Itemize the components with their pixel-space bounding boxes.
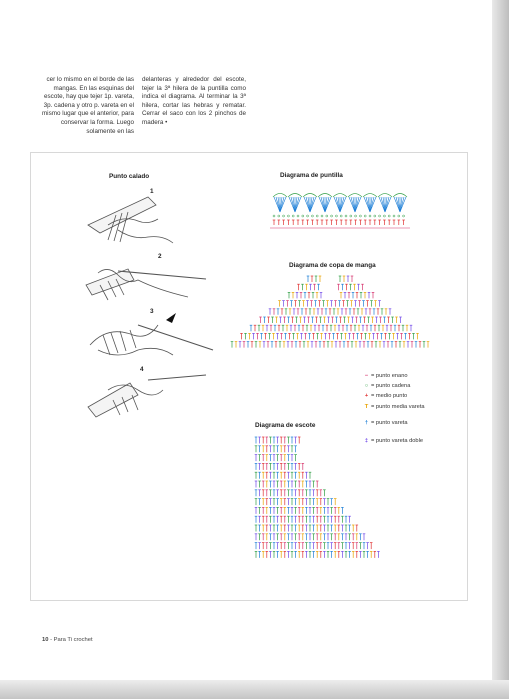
page-footer <box>42 637 93 643</box>
stitch-mark <box>393 194 407 198</box>
stitch-mark <box>311 215 313 217</box>
stitch-mark <box>348 194 362 198</box>
stitch-mark <box>321 215 323 217</box>
legend-symbol-icon: ○ <box>364 383 369 389</box>
legend-label: = punto vareta doble <box>371 438 424 444</box>
stitch-mark <box>318 194 332 198</box>
legend-symbol-icon: T <box>364 404 369 410</box>
stitch-mark <box>363 194 377 198</box>
stitch-mark <box>292 215 294 217</box>
legend-label: = punto vareta <box>371 420 408 426</box>
legend-symbol-icon: + <box>364 393 369 399</box>
stitch-mark <box>278 215 280 217</box>
stitch-mark <box>303 194 317 198</box>
stitch-mark <box>302 215 304 217</box>
heading-diagrama-copa: Diagrama de copa de manga <box>289 262 376 269</box>
legend-label: = punto enano <box>371 373 408 379</box>
heading-diagrama-puntilla: Diagrama de puntilla <box>280 172 343 179</box>
step-label-3: 3 <box>150 308 154 315</box>
stitch-mark <box>333 194 347 198</box>
stitch-mark <box>316 215 318 217</box>
stitch-mark <box>307 215 309 217</box>
diagrama-copa-chart <box>243 272 418 350</box>
heading-diagrama-escote: Diagrama de escote <box>255 422 316 429</box>
stitch-mark <box>287 215 289 217</box>
legend-row <box>362 383 410 389</box>
step-label-4: 4 <box>140 366 144 373</box>
stitch-mark <box>403 215 405 217</box>
legend-label: = medio punto <box>371 393 408 399</box>
stitch-mark <box>326 215 328 217</box>
stitch-mark <box>398 215 400 217</box>
stitch-mark <box>378 194 392 198</box>
stitch-mark <box>340 215 342 217</box>
stitch-mark <box>350 215 352 217</box>
text-column-right: delanteras y alrededor del escote, tejer la 3ª hilera de la puntilla como indica el diagrama. Al terminar la 3ª hilera, cortar las hebras y rematar. Cerrar el saco con los 2 pinchos de madera • <box>142 76 246 126</box>
legend-label: = punto cadena <box>371 383 411 389</box>
stitch-mark <box>355 215 357 217</box>
stitch-mark <box>273 215 275 217</box>
legend-symbol-icon: ‡ <box>364 438 369 444</box>
legend-symbol-icon: − <box>364 373 369 379</box>
stitch-mark <box>383 215 385 217</box>
stitch-mark <box>345 215 347 217</box>
legend-row <box>362 393 407 399</box>
legend-row <box>362 420 408 426</box>
stitch-mark <box>283 215 285 217</box>
stitch-mark <box>359 215 361 217</box>
stitch-mark <box>335 215 337 217</box>
stitch-mark <box>331 215 333 217</box>
stitch-mark <box>388 215 390 217</box>
magazine-name: Para Ti crochet <box>53 637 93 643</box>
punto-calado-illustration <box>78 185 218 420</box>
stitch-mark <box>374 215 376 217</box>
stitch-mark <box>379 215 381 217</box>
legend-row <box>362 373 408 379</box>
step-label-1: 1 <box>150 188 154 195</box>
step-label-2: 2 <box>158 253 162 260</box>
stitch-mark <box>364 215 366 217</box>
diagrama-escote-chart <box>250 433 390 563</box>
legend-symbol-icon: † <box>364 420 369 426</box>
diagrama-puntilla-chart <box>270 188 410 234</box>
arrow-icon <box>166 313 176 323</box>
page-edge-shadow-bottom <box>0 680 509 699</box>
text-column-left: cer lo mismo en el borde de las mangas. En las esquinas del escote, hay que tejer 1p. vareta, 3p. cadena y otro p. vareta en el mismo lugar que el anterior, para conservar la forma. Luego solamente en las <box>41 76 134 135</box>
stitch-mark <box>369 215 371 217</box>
legend-label: = punto media vareta <box>371 404 425 410</box>
stitch-mark <box>288 194 302 198</box>
page-number: 10 <box>42 637 49 643</box>
page-edge-shadow-right <box>492 0 509 699</box>
legend-row <box>362 404 425 410</box>
stitch-mark <box>297 215 299 217</box>
heading-punto-calado: Punto calado <box>109 173 150 180</box>
footer-separator: - <box>48 637 54 643</box>
stitch-mark <box>273 194 287 198</box>
stitch-mark <box>393 215 395 217</box>
